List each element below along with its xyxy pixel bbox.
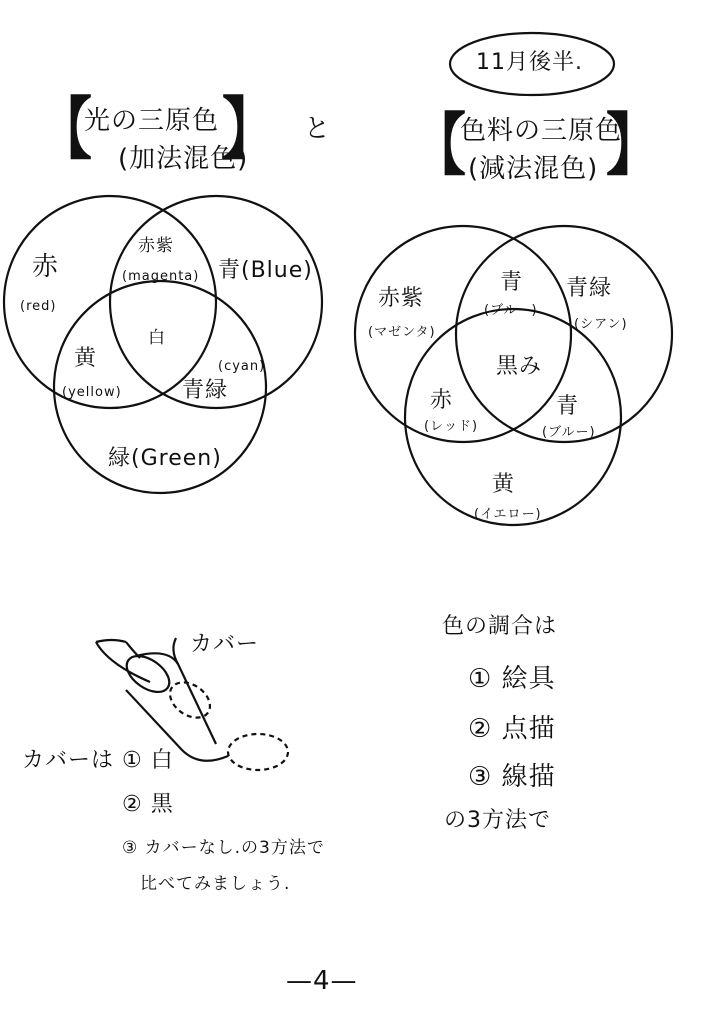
pigment-label-red-kana: (レッド) — [424, 419, 479, 434]
light-label-red: 赤 — [32, 252, 60, 282]
mixing-method-2: ② 点描 — [468, 714, 556, 744]
light-label-white: 白 — [148, 328, 166, 348]
pigment-label-black: 黒み — [496, 354, 543, 379]
light-title-bracket-right: 】 — [222, 89, 276, 169]
pigment-subtitle: (減法混色) — [468, 154, 599, 184]
page-number: —4— — [286, 966, 358, 996]
light-label-blue: 青(Blue) — [218, 258, 313, 283]
mixing-closing: の3方法で — [444, 808, 551, 833]
pigment-label-yellow-kana: (イエロー) — [474, 507, 542, 522]
light-title-bracket-left: 【 — [38, 89, 92, 169]
light-title: 光の三原色 — [84, 106, 220, 136]
pigment-title-bracket-left: 【 — [412, 105, 466, 185]
light-subtitle: (加法混色) — [118, 144, 249, 174]
mixing-method-3: ③ 線描 — [468, 762, 556, 792]
cover-label: カバー — [190, 632, 260, 657]
connector-word: と — [304, 114, 332, 144]
light-label-magenta-en: (magenta) — [122, 269, 200, 284]
top-note: 11月後半. — [476, 50, 583, 75]
light-label-cyan: 青緑 — [182, 378, 229, 403]
cover-intro: カバーは — [22, 748, 115, 773]
cover-option-2: ② 黒 — [122, 792, 174, 817]
pigment-label-cyan-kana: (シアン) — [574, 317, 628, 332]
pigment-label-blue-top-kana: (ブルー) — [484, 303, 538, 318]
pigment-title: 色料の三原色 — [460, 116, 623, 146]
pigment-label-blue-top: 青 — [500, 270, 524, 295]
cover-option-3: ③ カバーなし.の3方法で — [122, 838, 325, 858]
pigment-title-bracket-right: 】 — [606, 105, 660, 185]
pigment-label-red: 赤 — [430, 388, 454, 413]
light-label-red-en: (red) — [20, 299, 57, 314]
cover-option-1: ① 白 — [122, 748, 174, 773]
light-label-cyan-en: (cyan) — [218, 359, 266, 374]
cover-closing: 比べてみましょう. — [140, 874, 291, 894]
mixing-title: 色の調合は — [442, 614, 558, 639]
pigment-label-magenta-kana: (マゼンタ) — [368, 325, 436, 340]
light-label-yellow: 黄 — [74, 346, 98, 371]
light-label-magenta: 赤紫 — [138, 236, 174, 256]
pigment-label-blue-right-kana: (ブルー) — [542, 425, 596, 440]
mixing-method-1: ① 絵具 — [468, 664, 556, 694]
pigment-label-magenta: 赤紫 — [378, 286, 425, 311]
pigment-label-yellow: 黄 — [492, 472, 516, 497]
pigment-label-blue-right: 青 — [556, 394, 580, 419]
light-label-green: 緑(Green) — [108, 446, 222, 471]
light-label-yellow-en: (yellow) — [62, 385, 122, 400]
pigment-label-cyan: 青緑 — [566, 276, 613, 301]
